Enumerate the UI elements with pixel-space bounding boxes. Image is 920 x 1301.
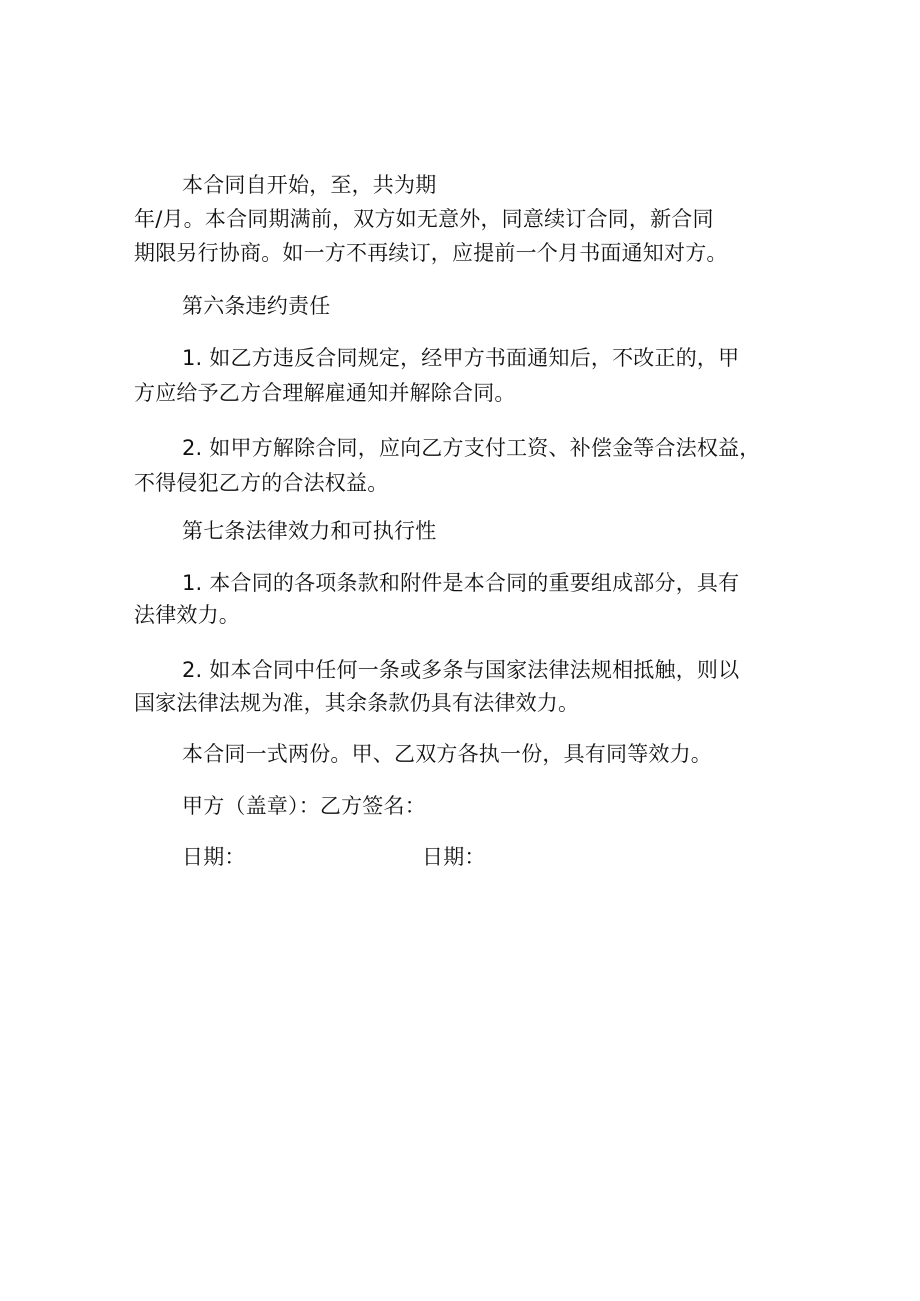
article-6-item-1-line-1: 1. 如乙方违反合同规定，经甲方书面通知后，不改正的，甲	[182, 346, 740, 370]
term-clause-line-3: 期限另行协商。如一方不再续订，应提前一个月书面通知对方。	[134, 241, 728, 265]
article-7-heading: 第七条法律效力和可执行性	[182, 519, 437, 543]
article-6-item-2-line-2: 不得侵犯乙方的合法权益。	[134, 471, 389, 495]
party-b-date-label: 日期：	[422, 845, 486, 869]
term-clause-line-1: 本合同自开始，至，共为期	[182, 173, 437, 197]
copies-clause: 本合同一式两份。甲、乙双方各执一份，具有同等效力。	[182, 742, 712, 766]
article-7-item-2-line-2: 国家法律法规为准，其余条款仍具有法律效力。	[134, 691, 580, 715]
article-7-item-2-line-1: 2. 如本合同中任何一条或多条与国家法律法规相抵触，则以	[182, 658, 740, 682]
term-clause-line-2: 年/月。本合同期满前，双方如无意外，同意续订合同，新合同	[134, 207, 714, 231]
article-6-heading: 第六条违约责任	[182, 294, 331, 318]
article-7-item-1-line-1: 1. 本合同的各项条款和附件是本合同的重要组成部分，具有	[182, 571, 740, 595]
signature-parties-line: 甲方（盖章）：乙方签名：	[182, 794, 426, 818]
party-a-date-label: 日期：	[182, 845, 246, 869]
article-6-item-2-line-1: 2. 如甲方解除合同，应向乙方支付工资、补偿金等合法权益，	[182, 436, 761, 460]
article-7-item-1-line-2: 法律效力。	[134, 603, 240, 627]
article-6-item-1-line-2: 方应给予乙方合理解雇通知并解除合同。	[134, 381, 516, 405]
